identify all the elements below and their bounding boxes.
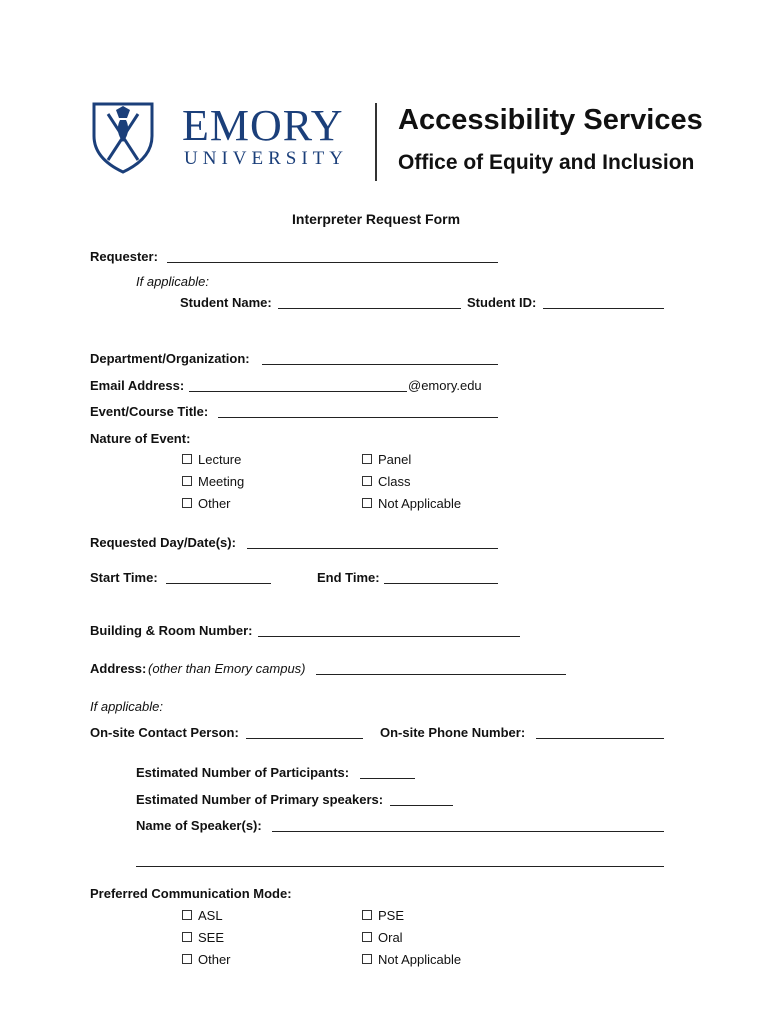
checkbox-icon[interactable] (182, 476, 192, 486)
start-time-label: Start Time: (90, 570, 158, 585)
option-not-applicable[interactable] (362, 496, 461, 511)
est-speakers-field[interactable] (390, 805, 453, 806)
checkbox-icon[interactable] (182, 954, 192, 964)
email-field[interactable] (189, 391, 407, 392)
onsite-contact-label: On-site Contact Person: (90, 725, 239, 740)
start-time-field[interactable] (166, 583, 271, 584)
shield-torch-icon (92, 102, 154, 174)
student-name-field[interactable] (278, 308, 461, 309)
option-lecture[interactable] (182, 452, 241, 467)
requester-field[interactable] (167, 262, 498, 263)
header-divider (375, 103, 377, 181)
event-title-label: Event/Course Title: (90, 404, 209, 419)
option-label: Not Applicable (378, 952, 462, 967)
form-title: Interpreter Request Form (292, 211, 461, 227)
requested-date-label: Requested Day/Date(s): (90, 535, 236, 550)
option-label: Other (198, 496, 231, 511)
checkbox-icon[interactable] (362, 910, 372, 920)
address-label: Address: (90, 661, 147, 676)
header-subtitle: Office of Equity and Inclusion (398, 151, 695, 174)
address-field[interactable] (316, 674, 566, 675)
building-room-label: Building & Room Number: (90, 623, 253, 638)
requester-label: Requester: (90, 249, 158, 264)
if-applicable-label: If applicable: (136, 274, 209, 289)
end-time-label: End Time: (317, 570, 380, 585)
option-label: Meeting (198, 474, 245, 489)
department-label: Department/Organization: (90, 351, 250, 366)
speaker-names-label: Name of Speaker(s): (136, 818, 262, 833)
option-panel[interactable] (362, 452, 411, 467)
checkbox-icon[interactable] (182, 910, 192, 920)
option-oral[interactable] (362, 930, 403, 945)
speaker-names-field-2[interactable] (136, 866, 664, 867)
student-id-label: Student ID: (467, 295, 537, 310)
speaker-names-field[interactable] (272, 831, 664, 832)
option-asl[interactable] (182, 908, 223, 923)
requested-date-field[interactable] (247, 548, 498, 549)
onsite-phone-label: On-site Phone Number: (380, 725, 526, 740)
option-label: ASL (198, 908, 223, 923)
event-title-field[interactable] (218, 417, 498, 418)
student-name-label: Student Name: (180, 295, 272, 310)
emory-logo (92, 102, 154, 174)
est-speakers-label: Estimated Number of Primary speakers: (136, 792, 384, 807)
end-time-field[interactable] (384, 583, 498, 584)
address-note: (other than Emory campus) (148, 661, 306, 676)
brand-name: EMORY (182, 101, 344, 150)
checkbox-icon[interactable] (362, 476, 372, 486)
checkbox-icon[interactable] (362, 498, 372, 508)
option-label: Class (378, 474, 411, 489)
option-label: SEE (198, 930, 225, 945)
option-label: Lecture (198, 452, 242, 467)
brand-subtitle: UNIVERSITY (184, 148, 348, 169)
option-label: Not Applicable (378, 496, 462, 511)
option-pse[interactable] (362, 908, 404, 923)
email-label: Email Address: (90, 378, 185, 393)
option-comm-not-applicable[interactable] (362, 952, 461, 967)
checkbox-icon[interactable] (362, 954, 372, 964)
email-domain: @emory.edu (408, 378, 482, 393)
student-id-field[interactable] (543, 308, 664, 309)
option-label: Oral (378, 930, 403, 945)
checkbox-icon[interactable] (182, 498, 192, 508)
checkbox-icon[interactable] (362, 932, 372, 942)
option-meeting[interactable] (182, 474, 244, 489)
option-class[interactable] (362, 474, 411, 489)
checkbox-icon[interactable] (182, 454, 192, 464)
if-applicable-label-2: If applicable: (90, 699, 163, 714)
checkbox-icon[interactable] (182, 932, 192, 942)
est-participants-label: Estimated Number of Participants: (136, 765, 350, 780)
option-label: PSE (378, 908, 405, 923)
option-label: Other (198, 952, 231, 967)
onsite-phone-field[interactable] (536, 738, 664, 739)
option-comm-other[interactable] (182, 952, 231, 967)
building-room-field[interactable] (258, 636, 520, 637)
option-other[interactable] (182, 496, 231, 511)
header-title: Accessibility Services (398, 104, 703, 136)
onsite-contact-field[interactable] (246, 738, 363, 739)
option-label: Panel (378, 452, 412, 467)
department-field[interactable] (262, 364, 498, 365)
checkbox-icon[interactable] (362, 454, 372, 464)
option-see[interactable] (182, 930, 224, 945)
nature-label: Nature of Event: (90, 431, 191, 446)
est-participants-field[interactable] (360, 778, 415, 779)
comm-mode-label: Preferred Communication Mode: (90, 886, 292, 901)
